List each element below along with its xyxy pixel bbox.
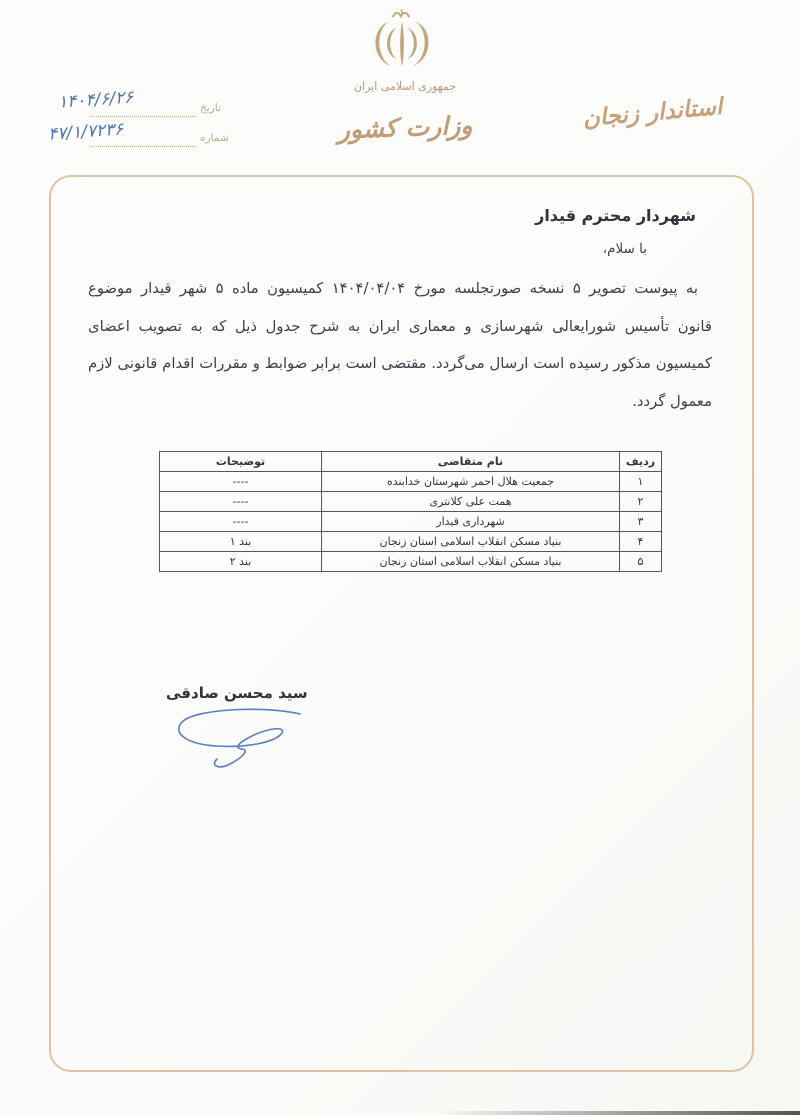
col-header-notes: توضیحات <box>160 452 322 472</box>
cell-notes: ---- <box>160 472 322 492</box>
cell-notes: بند ۲ <box>160 552 322 572</box>
body-line-2: قانون تأسیس شورایعالی شهرسازی و معماری ایران به شرح جدول ذیل که به تصویب اعضای <box>88 317 712 335</box>
ministry-title: وزارت کشور <box>337 110 473 145</box>
handwritten-signature <box>168 702 308 774</box>
applicants-table <box>159 451 662 572</box>
table-row <box>160 552 662 572</box>
cell-applicant: شهرداری قیدار <box>322 512 620 532</box>
cell-row-no: ۱ <box>620 472 662 492</box>
scan-edge-shadow <box>440 1111 800 1115</box>
cell-applicant: جمعیت هلال احمر شهرستان خدابنده <box>322 472 620 492</box>
republic-title: جمهوری اسلامی ایران <box>353 79 457 94</box>
cell-applicant: بنیاد مسکن انقلاب اسلامی استان زنجان <box>322 552 620 572</box>
body-line-3: کمیسیون مذکور رسیده است ارسال می‌گردد. مقتضی است برابر ضوابط و مقررات اقدام قانونی لازم <box>88 355 712 372</box>
col-header-row-no: ردیف <box>620 452 662 472</box>
table-row <box>160 512 662 532</box>
table-row <box>160 472 662 492</box>
table-row <box>160 532 662 552</box>
body-line-1: به پیوست تصویر ۵ نسخه صورتجلسه مورخ ۱۴۰۴/۰۴/۰۴ کمیسیون ماده ۵ شهر قیدار موضوع <box>88 280 698 297</box>
date-dotted-line <box>90 115 195 117</box>
table-row <box>160 492 662 512</box>
cell-row-no: ۲ <box>620 492 662 512</box>
cell-row-no: ۵ <box>620 552 662 572</box>
cell-applicant: بنیاد مسکن انقلاب اسلامی استان زنجان <box>322 532 620 552</box>
cell-row-no: ۴ <box>620 532 662 552</box>
letter-body <box>88 270 712 420</box>
cell-notes: ---- <box>160 512 322 532</box>
cell-notes: ---- <box>160 492 322 512</box>
iran-coat-of-arms-icon <box>369 8 435 74</box>
reference-block <box>40 84 240 154</box>
number-dotted-line <box>90 145 195 147</box>
recipient-heading: شهردار محترم قیدار <box>535 206 696 225</box>
governorate-title: استاندار زنجان <box>581 93 724 133</box>
signer-name: سید محسن صادقی <box>166 684 308 702</box>
table-header-row <box>160 452 662 472</box>
date-handwritten-value: ۱۴۰۴/۶/۲۶ <box>57 87 134 113</box>
body-line-4: معمول گردد. <box>632 392 712 410</box>
date-label: تاریخ <box>200 102 221 114</box>
col-header-applicant: نام متقاضی <box>322 452 620 472</box>
cell-applicant: همت علی کلانتری <box>322 492 620 512</box>
number-label: شماره <box>200 132 229 144</box>
number-handwritten-value: ۴۷/۱/۷۲۳۶ <box>47 119 124 145</box>
salutation: با سلام، <box>602 241 647 257</box>
cell-notes: بند ۱ <box>160 532 322 552</box>
cell-row-no: ۳ <box>620 512 662 532</box>
